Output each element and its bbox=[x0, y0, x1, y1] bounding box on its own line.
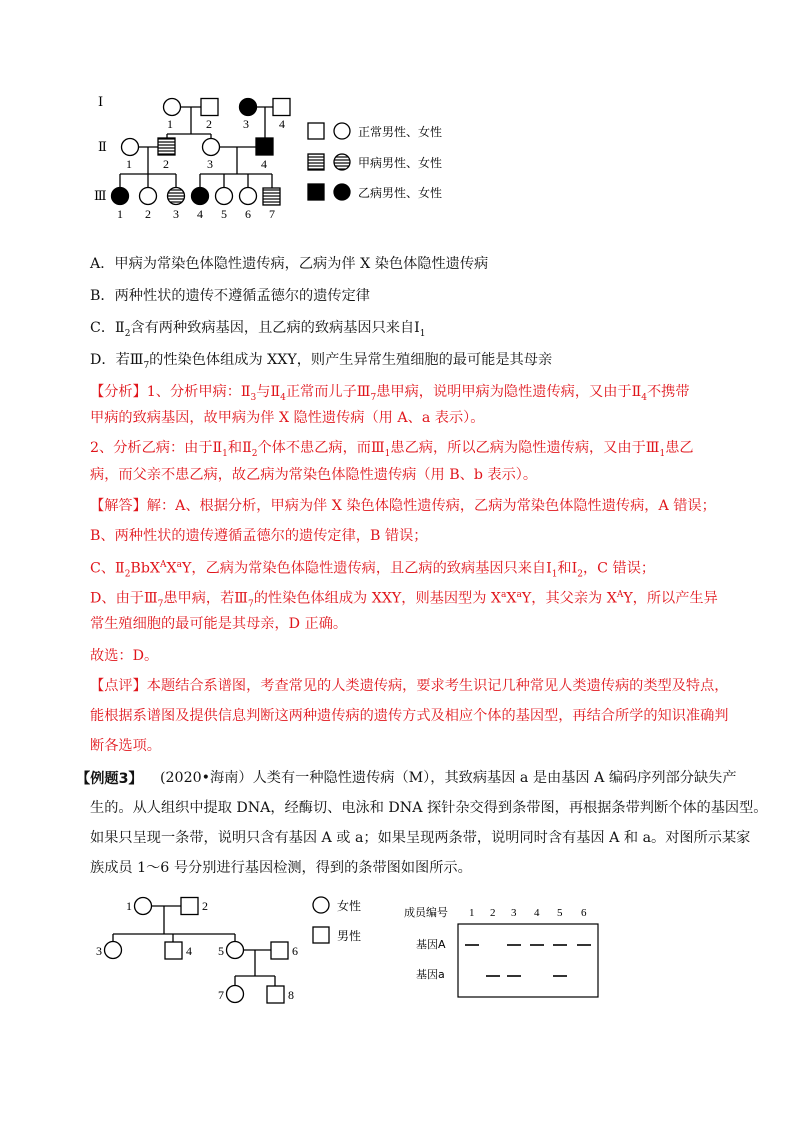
gen3-num-7: 7 bbox=[269, 207, 275, 220]
person-I2 bbox=[201, 99, 218, 116]
person-I1 bbox=[164, 99, 181, 116]
gel-band-diagram bbox=[400, 900, 610, 1010]
person-III7 bbox=[263, 188, 280, 205]
person-III1 bbox=[112, 188, 129, 205]
analysis-line-1: 【分析】1、分析甲病：$Ⅱ_3$与$Ⅱ_4$正常而儿子$Ⅲ_7$患甲病，说明甲病为隐性遗传病，又由于$Ⅱ_4$不携带 bbox=[90, 384, 690, 403]
gen1-num-3: 3 bbox=[243, 117, 249, 131]
analysis-line-2: 甲病的致病基因，故甲病为伴 X 隐性遗传病（用 A、a 表示）。 bbox=[90, 410, 485, 426]
option-c: C．$Ⅱ_2$含有两种致病基因，且乙病的致病基因只来自$Ⅰ_1$ bbox=[90, 320, 426, 339]
person-I4 bbox=[273, 99, 290, 116]
gel-member-num: 2 bbox=[490, 907, 496, 919]
legend-disease-a: 甲病男性、女性 bbox=[358, 156, 443, 170]
gen3-num-6: 6 bbox=[245, 207, 251, 220]
legend-male: 男性 bbox=[337, 929, 362, 943]
person-II1 bbox=[122, 139, 139, 156]
gen1-num-1: 1 bbox=[167, 117, 173, 131]
member-num-5: 5 bbox=[218, 944, 224, 958]
comment-line-1: 【点评】本题结合系谱图，考查常见的人类遗传病，要求考生识记几种常见人类遗传病的类型及特点， bbox=[90, 678, 729, 694]
gel-header: 成员编号 bbox=[404, 906, 448, 919]
gen-label-I: Ⅰ bbox=[98, 94, 104, 109]
gen3-num-3: 3 bbox=[173, 207, 179, 220]
answer-line-2: B、两种性状的遗传遵循孟德尔的遗传定律，B 错误； bbox=[90, 528, 428, 544]
analysis-line-3: 2、分析乙病：由于$Ⅱ_1$和$Ⅱ_2$个体不患乙病，而$Ⅲ_1$患乙病，所以乙病为隐性遗传病，又由于$Ⅲ_1$患乙 bbox=[90, 440, 694, 459]
person-III2 bbox=[140, 188, 157, 205]
legend-normal: 正常男性、女性 bbox=[358, 125, 443, 139]
example-line-3: 如果只呈现一条带，说明只含有基因 A 或 a；如果呈现两条带，说明同时含有基因 A 和 a。对图所示某家 bbox=[90, 830, 751, 846]
option-d: D．若$Ⅲ_7$的性染色体组成为 XXY，则产生异常生殖细胞的最可能是其母亲 bbox=[90, 352, 553, 371]
comment-line-3: 断各选项。 bbox=[90, 738, 161, 754]
person-II3 bbox=[203, 139, 220, 156]
answer-line-4: D、由于$Ⅲ_7$患甲病，若$Ⅲ_7$的性染色体组成为 XXY，则基因型为 $X^aX^aY$，其父亲为 $X^AY$，所以产生异 bbox=[90, 590, 718, 610]
gen1-num-4: 4 bbox=[279, 117, 285, 131]
pedigree-chart-2 bbox=[85, 890, 375, 1015]
person-II2 bbox=[158, 138, 175, 155]
person-I3 bbox=[240, 99, 257, 116]
gel-member-num: 5 bbox=[557, 907, 563, 919]
pedigree-chart-1 bbox=[80, 90, 460, 220]
example-line-2: 生的。从人组织中提取 DNA，经酶切、电泳和 DNA 探针杂交得到条带图，再根据条带判断个体的基因型。 bbox=[90, 800, 768, 816]
person-III6 bbox=[240, 188, 257, 205]
gen-label-II: Ⅱ bbox=[98, 139, 107, 154]
example-label: 【例题3】 bbox=[76, 771, 143, 787]
person-II4 bbox=[256, 138, 273, 155]
gen3-num-5: 5 bbox=[221, 207, 227, 220]
answer-line-3: C、$Ⅱ_2BbX^AX^aY$，乙病为常染色体隐性遗传病，且乙病的致病基因只来自$Ⅰ_1$和$Ⅰ_2$，C 错误； bbox=[90, 560, 656, 580]
option-b: B．两种性状的遗传不遵循孟德尔的遗传定律 bbox=[90, 288, 370, 304]
gen1-num-2: 2 bbox=[206, 117, 212, 131]
legend-female: 女性 bbox=[337, 899, 362, 913]
gel-member-num: 6 bbox=[581, 907, 587, 919]
example-line-4: 族成员 1～6 号分别进行基因检测，得到的条带图如图所示。 bbox=[90, 860, 472, 876]
gel-member-num: 3 bbox=[511, 907, 517, 919]
analysis-line-4: 病，而父亲不患乙病，故乙病为常染色体隐性遗传病（用 B、b 表示）。 bbox=[90, 467, 538, 483]
gel-member-num: 1 bbox=[469, 907, 475, 919]
gel-frame bbox=[458, 924, 598, 997]
answer-line-6: 故选：D。 bbox=[90, 648, 159, 664]
answer-line-1: 【解答】解：A、根据分析，甲病为伴 X 染色体隐性遗传病，乙病为常染色体隐性遗传病，A 错误； bbox=[90, 498, 716, 514]
gen2-num-4: 4 bbox=[261, 157, 267, 171]
gen3-num-4: 4 bbox=[197, 207, 203, 220]
member-num-3: 3 bbox=[96, 944, 102, 958]
gen2-num-1: 1 bbox=[126, 157, 132, 171]
gel-row-label-a: 基因a bbox=[416, 968, 445, 981]
member-num-2: 2 bbox=[202, 899, 208, 913]
gen2-num-2: 2 bbox=[163, 157, 169, 171]
legend-disease-b: 乙病男性、女性 bbox=[358, 186, 443, 200]
gel-row-label-A: 基因A bbox=[416, 938, 446, 951]
person-III3 bbox=[168, 188, 185, 205]
answer-line-5: 常生殖细胞的最可能是其母亲，D 正确。 bbox=[90, 616, 348, 632]
comment-line-2: 能根据系谱图及提供信息判断这两种遗传病的遗传方式及相应个体的基因型，再结合所学的知识准确判 bbox=[90, 708, 729, 724]
member-num-7: 7 bbox=[218, 988, 224, 1002]
gel-member-num: 4 bbox=[534, 907, 540, 919]
gen-label-III: Ⅲ bbox=[94, 188, 107, 203]
member-num-1: 1 bbox=[126, 899, 132, 913]
person-III5 bbox=[216, 188, 233, 205]
gen2-num-3: 3 bbox=[207, 157, 213, 171]
member-num-6: 6 bbox=[292, 944, 298, 958]
member-num-4: 4 bbox=[186, 944, 192, 958]
member-num-8: 8 bbox=[288, 988, 294, 1002]
gen3-num-1: 1 bbox=[117, 207, 123, 220]
gen3-num-2: 2 bbox=[145, 207, 151, 220]
example-line-1: (2020•海南）人类有一种隐性遗传病（M），其致病基因 a 是由基因 A 编码序列部分缺失产 bbox=[160, 770, 737, 786]
option-a: A．甲病为常染色体隐性遗传病，乙病为伴 X 染色体隐性遗传病 bbox=[90, 256, 489, 272]
person-III4 bbox=[192, 188, 209, 205]
